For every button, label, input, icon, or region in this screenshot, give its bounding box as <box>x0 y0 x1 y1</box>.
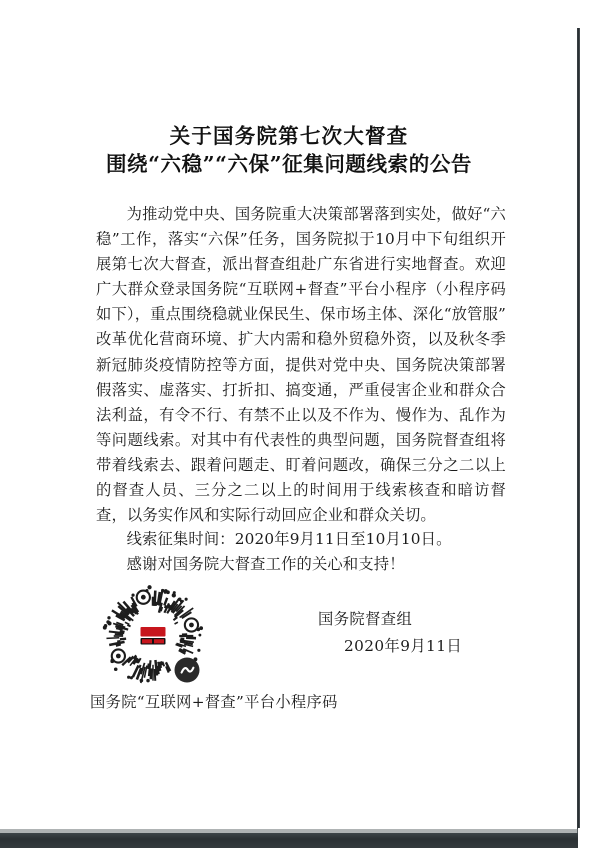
qrcode-finder-dot-3 <box>116 654 121 659</box>
signature-block <box>318 606 518 660</box>
qrcode-finder-dot-1 <box>141 595 146 600</box>
signature-date: 2020年9月11日 <box>344 637 463 655</box>
signature-organization: 国务院督查组 <box>318 610 413 628</box>
collection-period-line: 线索征集时间：2020年9月11日至10月10日。 <box>126 530 452 548</box>
qrcode-logo-red-right <box>154 639 164 643</box>
qrcode-finder-dot-2 <box>189 623 194 628</box>
title-line-1: 关于国务院第七次大督查 <box>169 124 409 148</box>
closing-text-block <box>96 527 506 577</box>
scan-edge-right <box>577 28 580 841</box>
qrcode-logo-red-top <box>141 627 166 637</box>
miniprogram-qrcode[interactable] <box>96 583 210 697</box>
scan-corner-cut <box>578 828 600 848</box>
title-line-2: 围绕“六稳”“六保”征集问题线索的公告 <box>105 152 473 176</box>
qrcode-caption: 国务院“互联网+督查”平台小程序码 <box>90 693 338 711</box>
scan-edge-bottom <box>0 833 590 848</box>
main-text-block <box>96 202 506 528</box>
paragraph-announcement: 为推动党中央、国务院重大决策部署落到实处，做好“六稳”工作，落实“六保”任务，国务院拟于10月中下旬组织开展第七次大督查，派出督查组赴广东省进行实地督查。欢迎广大群众登录国务院“互联网+督查”平台小程序（小程序码如下），重点围绕稳就业保民生、保市场主体、深化“放管服”改革优化营商环境、扩大内需和稳外贸稳外资，以及秋冬季新冠肺炎疫情防控等方面，提供对党中央、国务院决策部署假落实、虚落实、打折扣、搞变通，严重侵害企业和群众合法利益，有令不行、有禁不止以及不作为、慢作为、乱作为等问题线索。对其中有代表性的典型问题，国务院督查组将带着线索去、跟着问题走、盯着问题改，确保三分之二以上的督查人员、三分之二以上的时间用于线索核查和暗访督查，以务实作风和实际行动回应企业和群众关切。 <box>96 205 506 525</box>
qrcode-logo-red-left <box>142 639 152 643</box>
miniprogram-qrcode-graphic <box>96 583 210 697</box>
document-title <box>0 122 578 178</box>
thanks-line: 感谢对国务院大督查工作的关心和支持！ <box>126 555 405 574</box>
